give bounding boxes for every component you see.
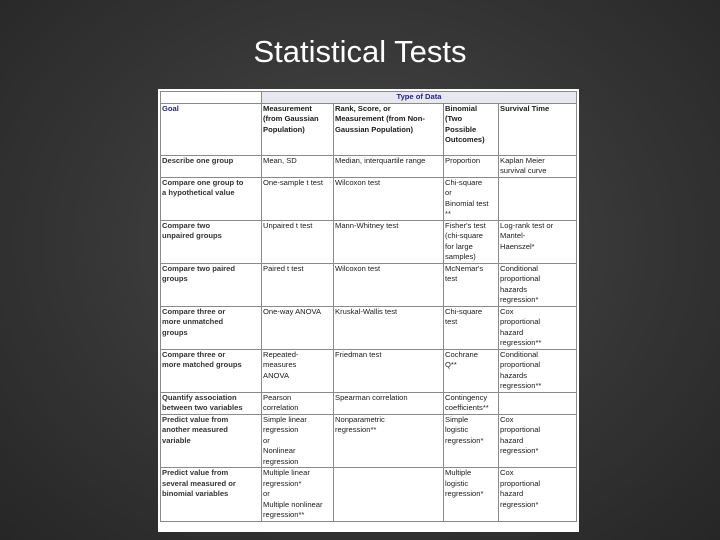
- test-line: proportional: [500, 478, 541, 488]
- test-line: Cox: [500, 306, 514, 316]
- test-cell: [444, 177, 499, 220]
- goal-cell: [161, 414, 262, 468]
- test-line: Proportion: [445, 155, 481, 165]
- column-header-0: [161, 103, 262, 155]
- goal-cell: [161, 263, 262, 306]
- column-header-line: Outcomes): [445, 135, 485, 144]
- test-line: Binomial test: [445, 198, 489, 208]
- test-line: Friedman test: [335, 349, 382, 359]
- test-line: Median, interquartile range: [335, 155, 426, 165]
- table-row: [161, 468, 577, 522]
- test-cell: [499, 155, 577, 177]
- goal-cell: [161, 220, 262, 263]
- test-line: Log-rank test or: [500, 220, 554, 230]
- column-header-line: Binomial: [445, 103, 478, 113]
- test-line: samples): [445, 252, 476, 261]
- goal-line: Compare one group to: [162, 177, 244, 187]
- test-line: regression*: [500, 499, 539, 509]
- table-corner-cell: [161, 92, 262, 104]
- test-line: Pearson: [263, 392, 292, 402]
- table-row: [161, 306, 577, 349]
- statistical-tests-table: [160, 91, 577, 522]
- test-line: hazards: [500, 370, 528, 380]
- test-line: regression*: [445, 435, 484, 445]
- test-line: correlation: [263, 403, 299, 412]
- test-line: Repeated-: [263, 349, 299, 359]
- test-cell: [334, 414, 444, 468]
- goal-cell: [161, 177, 262, 220]
- test-cell: [499, 263, 577, 306]
- table-row: [161, 220, 577, 263]
- column-header-line: Gaussian Population): [335, 124, 414, 134]
- test-line: Paired t test: [263, 263, 304, 273]
- test-line: Conditional: [500, 349, 538, 359]
- test-line: Nonlinear: [263, 446, 296, 455]
- test-line: regression**: [263, 510, 305, 519]
- goal-line: Describe one group: [162, 155, 234, 165]
- test-line: coefficients**: [445, 403, 489, 412]
- goal-line: Compare three or: [162, 306, 226, 316]
- test-line: Cochrane: [445, 349, 478, 359]
- goal-line: several measured or: [162, 478, 236, 488]
- test-line: Mann-Whitney test: [335, 220, 399, 230]
- goal-line: variable: [162, 435, 191, 445]
- column-header-1: [262, 103, 334, 155]
- column-header-line: Possible: [445, 124, 477, 134]
- goal-line: binomial variables: [162, 489, 229, 498]
- test-line: Unpaired t test: [263, 220, 313, 230]
- test-line: regression**: [335, 425, 377, 434]
- test-cell: [262, 263, 334, 306]
- goal-line: another measured: [162, 425, 228, 434]
- test-cell: [334, 220, 444, 263]
- test-cell: [499, 177, 577, 220]
- test-line: proportional: [500, 425, 541, 434]
- test-line: logistic: [445, 478, 469, 488]
- test-cell: [444, 392, 499, 414]
- test-cell: [444, 263, 499, 306]
- goal-line: groups: [162, 327, 188, 337]
- test-cell: [262, 392, 334, 414]
- type-of-data-header-row: [161, 92, 577, 104]
- test-line: Simple linear: [263, 414, 307, 424]
- column-header-line: Measurement: [263, 103, 312, 113]
- test-line: Kaplan Meier: [500, 155, 545, 165]
- goal-line: Compare three or: [162, 349, 226, 359]
- table-row: [161, 414, 577, 468]
- test-line: proportional: [500, 317, 541, 326]
- test-line: McNemar's: [445, 263, 484, 273]
- test-line: or: [263, 489, 270, 498]
- test-line: measures: [263, 360, 297, 369]
- test-line: hazard: [500, 489, 524, 498]
- goal-line: Compare two: [162, 220, 211, 230]
- goal-cell: [161, 392, 262, 414]
- test-cell: [262, 414, 334, 468]
- test-line: One-sample t test: [263, 177, 323, 187]
- column-header-line: (Two: [445, 114, 463, 123]
- table-row: [161, 392, 577, 414]
- statistical-tests-table-image: [158, 89, 579, 532]
- test-line: Wilcoxon test: [335, 263, 381, 273]
- goal-line: more unmatched: [162, 317, 224, 326]
- test-line: regression*: [263, 478, 302, 488]
- test-cell: [334, 392, 444, 414]
- type-of-data-header: Type of Data: [262, 92, 577, 104]
- test-cell: [444, 349, 499, 392]
- column-header-line: Measurement (from Non-: [335, 114, 425, 123]
- column-header-line: Goal: [162, 103, 179, 113]
- test-line: Nonparametric: [335, 414, 385, 424]
- test-line: regression**: [500, 381, 542, 390]
- test-cell: [444, 414, 499, 468]
- test-cell: [499, 220, 577, 263]
- test-cell: [334, 306, 444, 349]
- test-line: hazard: [500, 327, 524, 337]
- table-row: [161, 349, 577, 392]
- test-line: proportional: [500, 274, 541, 283]
- test-line: Multiple: [445, 468, 472, 477]
- test-line: Spearman correlation: [335, 392, 408, 402]
- test-line: proportional: [500, 360, 541, 369]
- test-line: One-way ANOVA: [263, 306, 322, 316]
- goal-cell: [161, 306, 262, 349]
- test-line: for large: [445, 241, 473, 251]
- test-line: hazards: [500, 284, 528, 294]
- test-cell: [334, 349, 444, 392]
- test-line: Cox: [500, 468, 514, 477]
- test-line: ANOVA: [263, 370, 290, 380]
- test-cell: [499, 349, 577, 392]
- test-line: (chi-square: [445, 231, 483, 240]
- test-line: regression*: [500, 446, 539, 455]
- test-line: Multiple nonlinear: [263, 499, 323, 509]
- test-line: hazard: [500, 435, 524, 445]
- goal-line: groups: [162, 274, 188, 283]
- test-line: Wilcoxon test: [335, 177, 381, 187]
- test-cell: [444, 306, 499, 349]
- goal-line: Compare two paired: [162, 263, 235, 273]
- goal-line: Predict value from: [162, 468, 229, 477]
- test-cell: [499, 468, 577, 522]
- test-cell: [444, 220, 499, 263]
- goal-line: Quantify association: [162, 392, 237, 402]
- test-line: Chi-square: [445, 306, 483, 316]
- test-line: Multiple linear: [263, 468, 310, 477]
- test-cell: [334, 468, 444, 522]
- column-header-line: (from Gaussian: [263, 114, 319, 123]
- test-line: regression*: [445, 489, 484, 498]
- test-cell: [334, 263, 444, 306]
- test-line: regression*: [500, 295, 539, 304]
- column-header-2: [334, 103, 444, 155]
- test-cell: [334, 177, 444, 220]
- test-cell: [334, 155, 444, 177]
- test-line: survival curve: [500, 166, 547, 175]
- table-row: [161, 177, 577, 220]
- goal-line: Predict value from: [162, 414, 229, 424]
- column-header-line: Survival Time: [500, 103, 550, 113]
- test-line: test: [445, 317, 458, 326]
- test-cell: [499, 306, 577, 349]
- goal-cell: [161, 349, 262, 392]
- test-line: logistic: [445, 425, 469, 434]
- test-line: Contingency: [445, 392, 488, 402]
- goal-line: between two variables: [162, 403, 243, 412]
- table-row: [161, 263, 577, 306]
- test-line: Fisher's test: [445, 220, 486, 230]
- test-line: regression: [263, 425, 299, 434]
- goal-line: unpaired groups: [162, 231, 222, 240]
- test-line: Q**: [445, 360, 457, 369]
- test-line: Mean, SD: [263, 155, 297, 165]
- test-cell: [262, 468, 334, 522]
- goal-cell: [161, 468, 262, 522]
- test-cell: [262, 177, 334, 220]
- test-line: or: [263, 435, 270, 445]
- column-header-3: [444, 103, 499, 155]
- test-line: regression**: [500, 338, 542, 347]
- test-cell: [444, 468, 499, 522]
- test-line: regression: [263, 456, 299, 466]
- test-line: Mantel-: [500, 231, 526, 240]
- test-line: Kruskal-Wallis test: [335, 306, 398, 316]
- test-line: Chi-square: [445, 177, 483, 187]
- test-line: or: [445, 188, 452, 197]
- test-cell: [499, 414, 577, 468]
- table-row: [161, 155, 577, 177]
- test-line: Conditional: [500, 263, 538, 273]
- test-line: **: [445, 209, 451, 218]
- test-cell: [262, 155, 334, 177]
- goal-cell: [161, 155, 262, 177]
- test-cell: [499, 392, 577, 414]
- test-line: Simple: [445, 414, 469, 424]
- test-line: test: [445, 274, 458, 283]
- column-header-line: Population): [263, 124, 305, 134]
- column-header-row: [161, 103, 577, 155]
- test-line: Cox: [500, 414, 514, 424]
- test-line: Haenszel*: [500, 241, 535, 251]
- column-header-line: Rank, Score, or: [335, 103, 391, 113]
- slide-title: Statistical Tests: [253, 34, 467, 69]
- test-cell: [262, 220, 334, 263]
- goal-line: more matched groups: [162, 360, 242, 369]
- test-cell: [262, 349, 334, 392]
- test-cell: [444, 155, 499, 177]
- test-cell: [262, 306, 334, 349]
- goal-line: a hypothetical value: [162, 188, 235, 197]
- column-header-4: [499, 103, 577, 155]
